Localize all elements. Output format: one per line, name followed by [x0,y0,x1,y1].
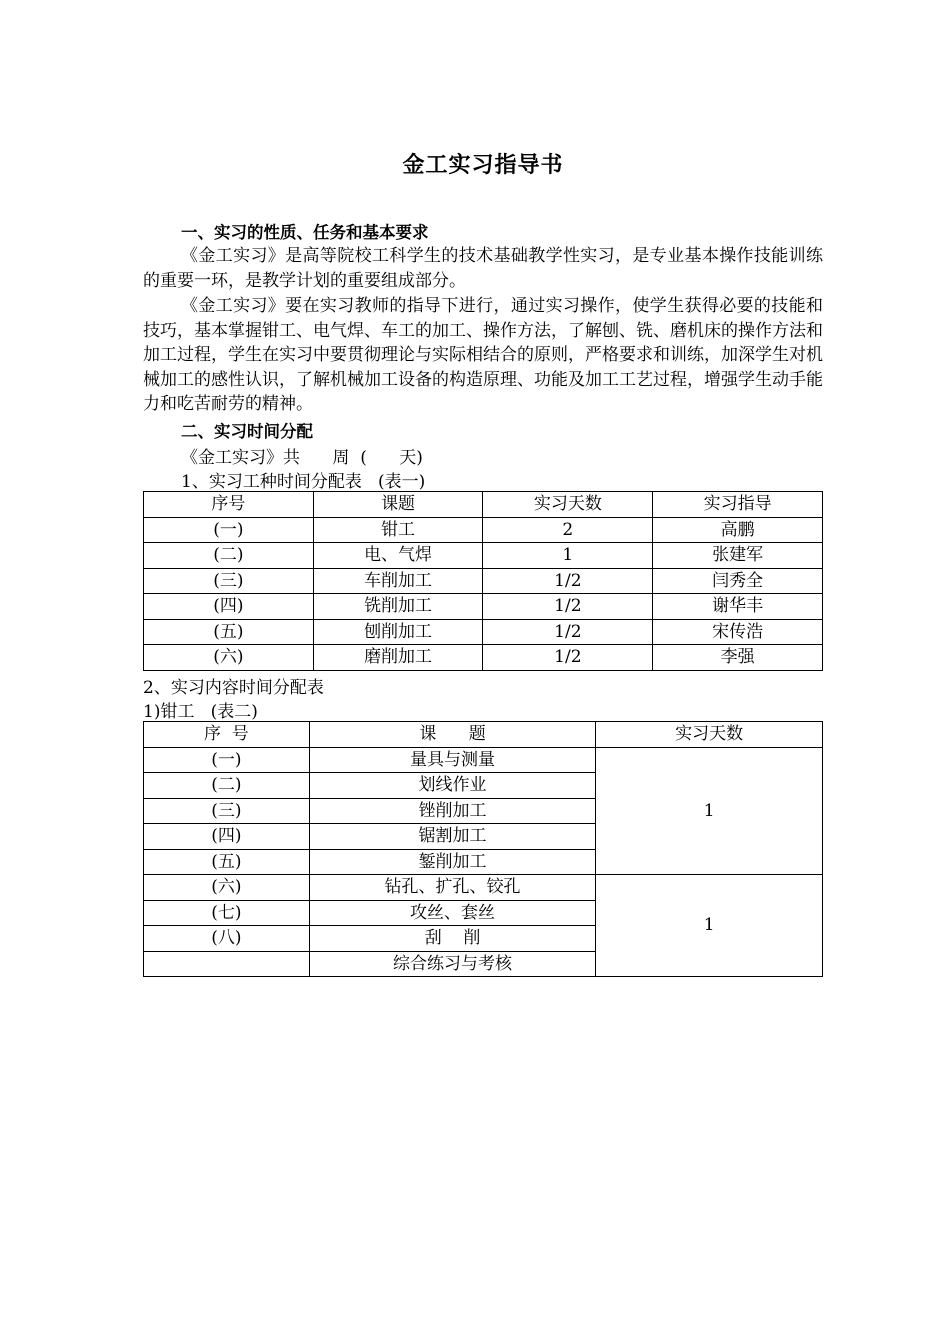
table-cell: 钻孔、扩孔、铰孔 [309,875,596,901]
table2-caption: 1)钳工 (表二) [143,702,258,722]
table-header-row [144,492,823,518]
table-row [144,543,823,569]
table-cell: (二) [144,773,310,799]
table-cell: 车削加工 [313,568,483,594]
work-type-time-table [143,491,823,671]
section2-heading: 二、实习时间分配 [181,422,313,441]
table-row [144,568,823,594]
table1-caption: 1、实习工种时间分配表 (表一) [181,472,426,492]
table-cell: (八) [144,926,310,952]
header-cell-topic: 课 题 [309,722,596,748]
table-cell: (三) [144,568,314,594]
table-cell: 铣削加工 [313,594,483,620]
table-cell: (七) [144,900,310,926]
table-cell: (一) [144,747,310,773]
table-cell: 1 [483,543,653,569]
table-cell: 刨削加工 [313,619,483,645]
section1-paragraph-1: 《金工实习》是高等院校工科学生的技术基础教学性实习，是专业基本操作技能训练的重要一环，是教学计划的重要组成部分。 [143,246,823,291]
table2-section-caption: 2、实习内容时间分配表 [143,678,324,698]
table-row [144,517,823,543]
table-cell: 锯割加工 [309,824,596,850]
section1-paragraph-2: 《金工实习》要在实习教师的指导下进行，通过实习操作，使学生获得必要的技能和技巧，基本掌握钳工、电气焊、车工的加工、操作方法，了解刨、铣、磨机床的操作方法和加工过程，学生在实习中要贯彻理论与实际相结合的原则，严格要求和训练，加深学生对机械加工的感性认识，了解机械加工设备的构造原理、功能及加工工艺过程，增强学生动手能力和吃苦耐劳的精神。 [143,296,823,414]
table-cell: 闫秀全 [653,568,823,594]
header-cell-index: 序 号 [144,722,310,748]
table-cell: 1/2 [483,568,653,594]
table-cell: 谢华丰 [653,594,823,620]
days-group-1-cell: 1 [596,747,823,875]
table-row [144,645,823,671]
table-cell: 划线作业 [309,773,596,799]
table-cell: 综合练习与考核 [309,951,596,977]
table-row [144,619,823,645]
fitter-content-time-table [143,721,823,977]
table-cell: (五) [144,619,314,645]
table-cell: 电、气焊 [313,543,483,569]
table-cell: 李强 [653,645,823,671]
table-cell: 高鹏 [653,517,823,543]
table-cell: 量具与测量 [309,747,596,773]
table-cell: 2 [483,517,653,543]
table-cell: 1/2 [483,594,653,620]
table-cell: (三) [144,798,310,824]
table-cell: 钳工 [313,517,483,543]
table-cell: (四) [144,824,310,850]
header-cell-index: 序号 [144,492,314,518]
table-cell: 宋传浩 [653,619,823,645]
table-cell: (六) [144,645,314,671]
table-cell: (二) [144,543,314,569]
section1-heading: 一、实习的性质、任务和基本要求 [181,223,429,242]
table-cell: 1/2 [483,619,653,645]
document-title: 金工实习指导书 [402,153,564,178]
table-row [144,594,823,620]
header-cell-instructor: 实习指导 [653,492,823,518]
table-cell: 磨削加工 [313,645,483,671]
table-cell: 1/2 [483,645,653,671]
weeks-days-line: 《金工实习》共 周 ( 天) [181,448,423,468]
table-cell: (四) [144,594,314,620]
table-cell: (六) [144,875,310,901]
table-row [144,747,823,773]
header-cell-days: 实习天数 [596,722,823,748]
table-cell: 锉削加工 [309,798,596,824]
table-cell: 张建军 [653,543,823,569]
table-header-row [144,722,823,748]
table-cell: (一) [144,517,314,543]
header-cell-topic: 课题 [313,492,483,518]
header-cell-days: 实习天数 [483,492,653,518]
table-row [144,875,823,901]
table-cell: 刮 削 [309,926,596,952]
table-cell: 攻丝、套丝 [309,900,596,926]
table-cell: 錾削加工 [309,849,596,875]
days-group-2-cell: 1 [596,875,823,977]
table-cell: (五) [144,849,310,875]
table-cell [144,951,310,977]
